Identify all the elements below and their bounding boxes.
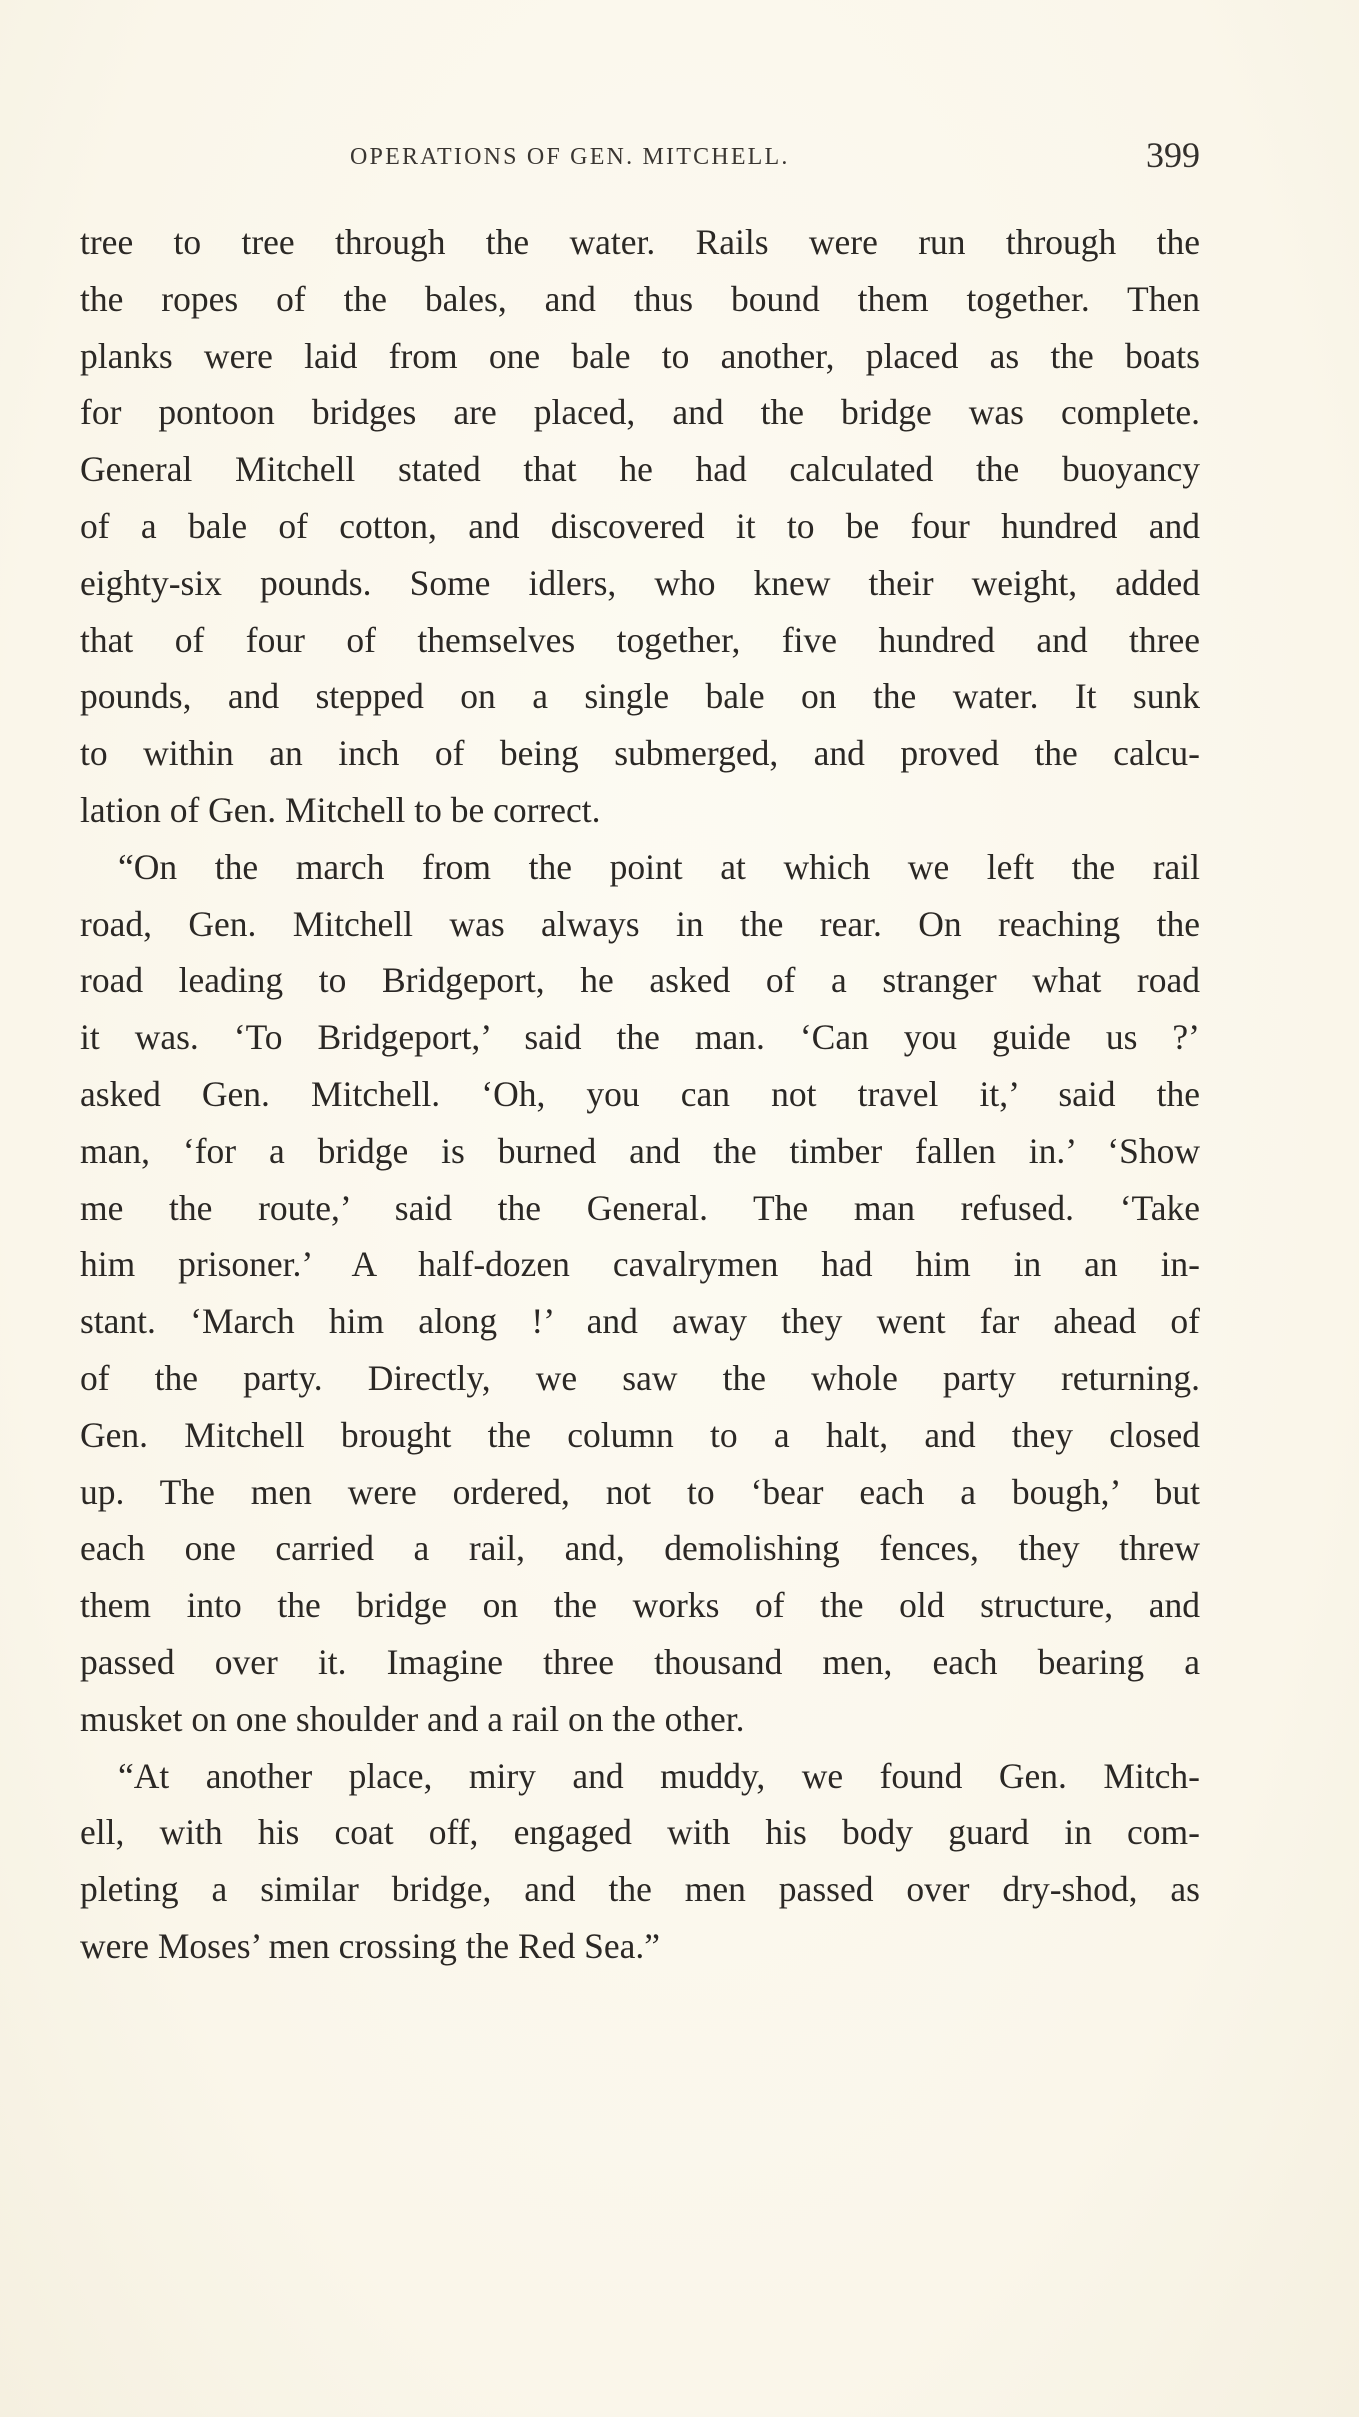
running-head bbox=[80, 135, 1200, 188]
text-line: asked Gen. Mitchell. ‘Oh, you can not travel it,’ said the bbox=[80, 1073, 1200, 1114]
text-line: the ropes of the bales, and thus bound them together. Then bbox=[80, 278, 1200, 319]
text-line: road leading to Bridgeport, he asked of a stranger what road bbox=[80, 960, 1200, 1001]
text-line: me the route,’ said the General. The man refused. ‘Take bbox=[80, 1187, 1200, 1228]
text-line: pleting a similar bridge, and the men passed over dry-shod, as bbox=[80, 1869, 1200, 1910]
text-line: up. The men were ordered, not to ‘bear each a bough,’ but bbox=[80, 1471, 1200, 1512]
text-line: it was. ‘To Bridgeport,’ said the man. ‘Can you guide us ?’ bbox=[80, 1017, 1200, 1058]
text-line: “At another place, miry and muddy, we found Gen. Mitch- bbox=[118, 1755, 1200, 1796]
text-line: man, ‘for a bridge is burned and the timber fallen in.’ ‘Show bbox=[80, 1130, 1200, 1171]
text-line: him prisoner.’ A half-dozen cavalrymen had him in an in- bbox=[80, 1244, 1200, 1285]
text-line: for pontoon bridges are placed, and the bridge was complete. bbox=[80, 392, 1200, 433]
text-line: lation of Gen. Mitchell to be correct. bbox=[80, 789, 601, 830]
text-line: passed over it. Imagine three thousand men, each bearing a bbox=[80, 1641, 1200, 1682]
text-line: stant. ‘March him along !’ and away they went far ahead of bbox=[80, 1301, 1200, 1342]
text-line: ell, with his coat off, engaged with his body guard in com- bbox=[80, 1812, 1200, 1853]
text-line: musket on one shoulder and a rail on the other. bbox=[80, 1698, 745, 1739]
text-line: were Moses’ men crossing the Red Sea.” bbox=[80, 1925, 660, 1966]
text-line: “On the march from the point at which we left the rail bbox=[118, 846, 1200, 887]
page-number: 399 bbox=[1146, 135, 1200, 175]
text-line: Gen. Mitchell brought the column to a halt, and they closed bbox=[80, 1414, 1200, 1455]
text-line: of the party. Directly, we saw the whole party returning. bbox=[80, 1357, 1200, 1398]
text-line: General Mitchell stated that he had calculated the buoyancy bbox=[80, 449, 1200, 490]
text-line: them into the bridge on the works of the old structure, and bbox=[80, 1585, 1200, 1626]
text-line: tree to tree through the water. Rails were run through the bbox=[80, 222, 1200, 262]
text-line: eighty-six pounds. Some idlers, who knew their weight, added bbox=[80, 562, 1200, 603]
text-line: of a bale of cotton, and discovered it to be four hundred and bbox=[80, 505, 1200, 546]
text-line: pounds, and stepped on a single bale on the water. It sunk bbox=[80, 676, 1200, 717]
text-line: each one carried a rail, and, demolishing fences, they threw bbox=[80, 1528, 1200, 1569]
text-line: planks were laid from one bale to another, placed as the boats bbox=[80, 335, 1200, 376]
body-text bbox=[80, 214, 1200, 1975]
text-line: that of four of themselves together, five hundred and three bbox=[80, 619, 1200, 660]
text-line: road, Gen. Mitchell was always in the rear. On reaching the bbox=[80, 903, 1200, 944]
text-line: to within an inch of being submerged, and proved the calcu- bbox=[80, 733, 1200, 774]
running-title: OPERATIONS OF GEN. MITCHELL. bbox=[350, 144, 790, 170]
